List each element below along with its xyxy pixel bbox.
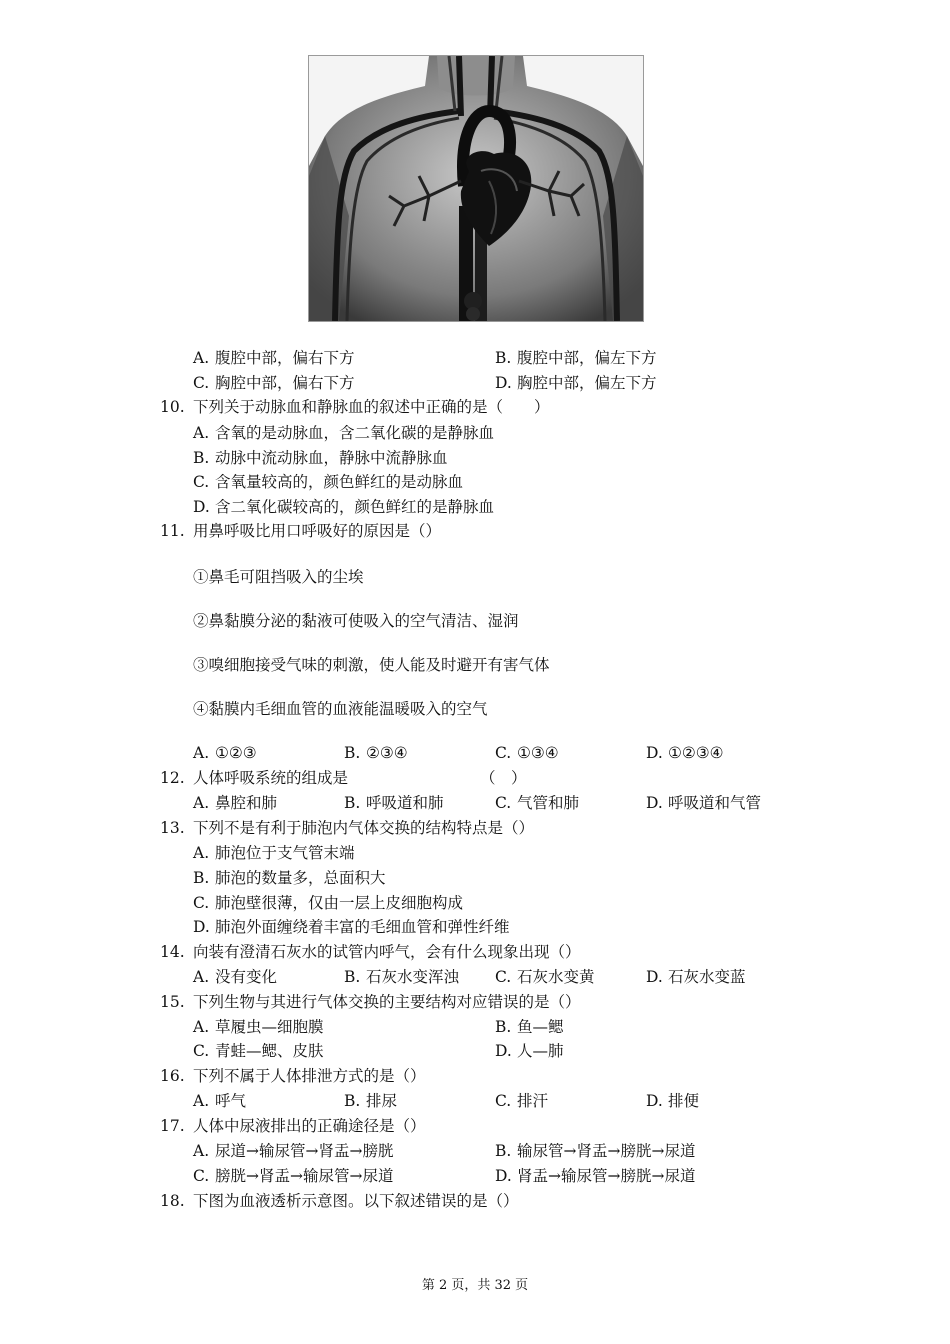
q9-option-c[interactable] xyxy=(193,373,355,393)
option-letter: C. xyxy=(193,894,210,912)
option-text: 鼻腔和肺 xyxy=(215,794,278,812)
option-text: ①③④ xyxy=(517,744,559,762)
q11-stem: 用鼻呼吸比用口呼吸好的原因是（） xyxy=(193,522,442,540)
option-text: 没有变化 xyxy=(215,968,278,986)
q18-number: 18. xyxy=(160,1192,185,1210)
q11-statement-4: ④黏膜内毛细血管的血液能温暖吸入的空气 xyxy=(193,700,488,718)
option-letter: A. xyxy=(193,1092,210,1110)
q13-option-a[interactable] xyxy=(193,843,355,863)
option-text: 输尿管→肾盂→膀胱→尿道 xyxy=(517,1142,696,1160)
q14-option-a[interactable] xyxy=(193,967,277,987)
option-text: 排尿 xyxy=(366,1092,398,1110)
q15-option-b[interactable] xyxy=(495,1017,564,1037)
option-text: 排汗 xyxy=(517,1092,549,1110)
q11-statement-3: ③嗅细胞接受气味的刺激，使人能及时避开有害气体 xyxy=(193,656,550,674)
q17-option-d[interactable] xyxy=(495,1166,695,1186)
option-text: 含氧的是动脉血，含二氧化碳的是静脉血 xyxy=(215,424,495,442)
option-letter: B. xyxy=(193,449,210,467)
circulatory-system-figure xyxy=(308,55,644,322)
q10-option-c[interactable] xyxy=(193,472,463,492)
q11-option-b[interactable] xyxy=(344,743,408,763)
option-letter: B. xyxy=(193,869,210,887)
option-text: ①②③④ xyxy=(668,744,724,762)
q13-option-b[interactable] xyxy=(193,868,386,888)
option-letter: D. xyxy=(646,1092,663,1110)
option-text: 肺泡的数量多，总面积大 xyxy=(215,869,386,887)
q9-option-d[interactable] xyxy=(495,373,657,393)
option-letter: B. xyxy=(344,1092,361,1110)
q9-option-b[interactable] xyxy=(495,348,657,368)
q12-number: 12. xyxy=(160,769,185,787)
q15-option-a[interactable] xyxy=(193,1017,324,1037)
q12-option-d[interactable] xyxy=(646,793,761,813)
q14-option-d[interactable] xyxy=(646,967,746,987)
q17-number: 17. xyxy=(160,1117,185,1135)
option-text: ②③④ xyxy=(366,744,408,762)
option-letter: D. xyxy=(646,968,663,986)
q12-option-c[interactable] xyxy=(495,793,579,813)
page-footer: 第 2 页，共 32 页 xyxy=(421,1278,529,1293)
q11-option-d[interactable] xyxy=(646,743,724,763)
q14-stem: 向装有澄清石灰水的试管内呼气，会有什么现象出现（） xyxy=(193,943,581,961)
option-text: 腹腔中部，偏右下方 xyxy=(215,349,355,367)
q12-answer-paren: （ ） xyxy=(480,769,527,787)
q16-option-c[interactable] xyxy=(495,1091,548,1111)
option-text: 尿道→输尿管→肾盂→膀胱 xyxy=(215,1142,394,1160)
option-letter: A. xyxy=(193,844,210,862)
option-text: 呼气 xyxy=(215,1092,247,1110)
option-text: 动脉中流动脉血，静脉中流静脉血 xyxy=(215,449,448,467)
option-letter: B. xyxy=(344,794,361,812)
q16-option-d[interactable] xyxy=(646,1091,699,1111)
option-text: 人—肺 xyxy=(517,1042,564,1060)
q11-option-a[interactable] xyxy=(193,743,257,763)
q14-option-c[interactable] xyxy=(495,967,595,987)
option-letter: A. xyxy=(193,349,210,367)
q15-stem: 下列生物与其进行气体交换的主要结构对应错误的是（） xyxy=(193,993,581,1011)
option-letter: D. xyxy=(193,498,210,516)
option-text: 排便 xyxy=(668,1092,700,1110)
option-letter: C. xyxy=(495,1092,512,1110)
q17-option-a[interactable] xyxy=(193,1141,393,1161)
q11-option-c[interactable] xyxy=(495,743,559,763)
option-letter: C. xyxy=(193,1042,210,1060)
q11-statement-1: ①鼻毛可阻挡吸入的尘埃 xyxy=(193,568,364,586)
q10-option-d[interactable] xyxy=(193,497,494,517)
q11-number: 11. xyxy=(160,522,185,540)
q12-option-a[interactable] xyxy=(193,793,277,813)
q13-number: 13. xyxy=(160,819,185,837)
option-text: 石灰水变黄 xyxy=(517,968,595,986)
q15-option-d[interactable] xyxy=(495,1041,564,1061)
option-letter: B. xyxy=(495,349,512,367)
option-letter: A. xyxy=(193,794,210,812)
q14-option-b[interactable] xyxy=(344,967,459,987)
option-letter: D. xyxy=(646,794,663,812)
q18-stem: 下图为血液透析示意图。以下叙述错误的是（） xyxy=(193,1192,519,1210)
option-letter: D. xyxy=(193,918,210,936)
option-letter: C. xyxy=(193,473,210,491)
torso-heart-illustration xyxy=(309,56,643,321)
option-text: 膀胱→肾盂→输尿管→尿道 xyxy=(215,1167,394,1185)
option-text: 肾盂→输尿管→膀胱→尿道 xyxy=(517,1167,696,1185)
option-letter: C. xyxy=(193,1167,210,1185)
q12-option-b[interactable] xyxy=(344,793,444,813)
option-text: 肺泡外面缠绕着丰富的毛细血管和弹性纤维 xyxy=(215,918,510,936)
option-text: 胸腔中部，偏右下方 xyxy=(215,374,355,392)
q10-number: 10. xyxy=(160,398,185,416)
option-text: 气管和肺 xyxy=(517,794,580,812)
option-letter: C. xyxy=(495,968,512,986)
q16-option-b[interactable] xyxy=(344,1091,397,1111)
option-letter: A. xyxy=(193,1142,210,1160)
option-letter: D. xyxy=(495,1042,512,1060)
q13-stem: 下列不是有利于肺泡内气体交换的结构特点是（） xyxy=(193,819,535,837)
option-letter: C. xyxy=(495,794,512,812)
option-text: 石灰水变浑浊 xyxy=(366,968,460,986)
q16-number: 16. xyxy=(160,1067,185,1085)
q15-number: 15. xyxy=(160,993,185,1011)
option-letter: D. xyxy=(646,744,663,762)
option-letter: B. xyxy=(344,968,361,986)
option-text: 含二氧化碳较高的，颜色鲜红的是静脉血 xyxy=(215,498,495,516)
q9-option-a[interactable] xyxy=(193,348,355,368)
option-letter: A. xyxy=(193,424,210,442)
q10-option-a[interactable] xyxy=(193,423,494,443)
option-letter: A. xyxy=(193,968,210,986)
q17-option-c[interactable] xyxy=(193,1166,393,1186)
option-text: 青蛙—鳃、皮肤 xyxy=(215,1042,324,1060)
q13-option-d[interactable] xyxy=(193,917,510,937)
q15-option-c[interactable] xyxy=(193,1041,324,1061)
option-letter: C. xyxy=(193,374,210,392)
q10-option-b[interactable] xyxy=(193,448,448,468)
option-text: 石灰水变蓝 xyxy=(668,968,746,986)
option-text: 呼吸道和气管 xyxy=(668,794,762,812)
q11-statement-2: ②鼻黏膜分泌的黏液可使吸入的空气清洁、湿润 xyxy=(193,612,519,630)
option-text: ①②③ xyxy=(215,744,257,762)
option-text: 胸腔中部，偏左下方 xyxy=(517,374,657,392)
option-letter: B. xyxy=(344,744,361,762)
option-letter: D. xyxy=(495,1167,512,1185)
q14-number: 14. xyxy=(160,943,185,961)
q16-stem: 下列不属于人体排泄方式的是（） xyxy=(193,1067,426,1085)
q10-stem: 下列关于动脉血和静脉血的叙述中正确的是（ ） xyxy=(193,398,550,416)
option-letter: B. xyxy=(495,1018,512,1036)
q17-option-b[interactable] xyxy=(495,1141,695,1161)
q16-option-a[interactable] xyxy=(193,1091,246,1111)
option-letter: A. xyxy=(193,1018,210,1036)
option-text: 鱼—鳃 xyxy=(517,1018,564,1036)
option-text: 草履虫—细胞膜 xyxy=(215,1018,324,1036)
option-letter: D. xyxy=(495,374,512,392)
option-text: 肺泡壁很薄，仅由一层上皮细胞构成 xyxy=(215,894,464,912)
option-text: 呼吸道和肺 xyxy=(366,794,444,812)
option-letter: C. xyxy=(495,744,512,762)
option-text: 含氧量较高的，颜色鲜红的是动脉血 xyxy=(215,473,464,491)
q17-stem: 人体中尿液排出的正确途径是（） xyxy=(193,1117,426,1135)
q13-option-c[interactable] xyxy=(193,893,463,913)
option-letter: A. xyxy=(193,744,210,762)
option-letter: B. xyxy=(495,1142,512,1160)
option-text: 肺泡位于支气管末端 xyxy=(215,844,355,862)
q12-stem: 人体呼吸系统的组成是 xyxy=(193,769,349,787)
option-text: 腹腔中部，偏左下方 xyxy=(517,349,657,367)
